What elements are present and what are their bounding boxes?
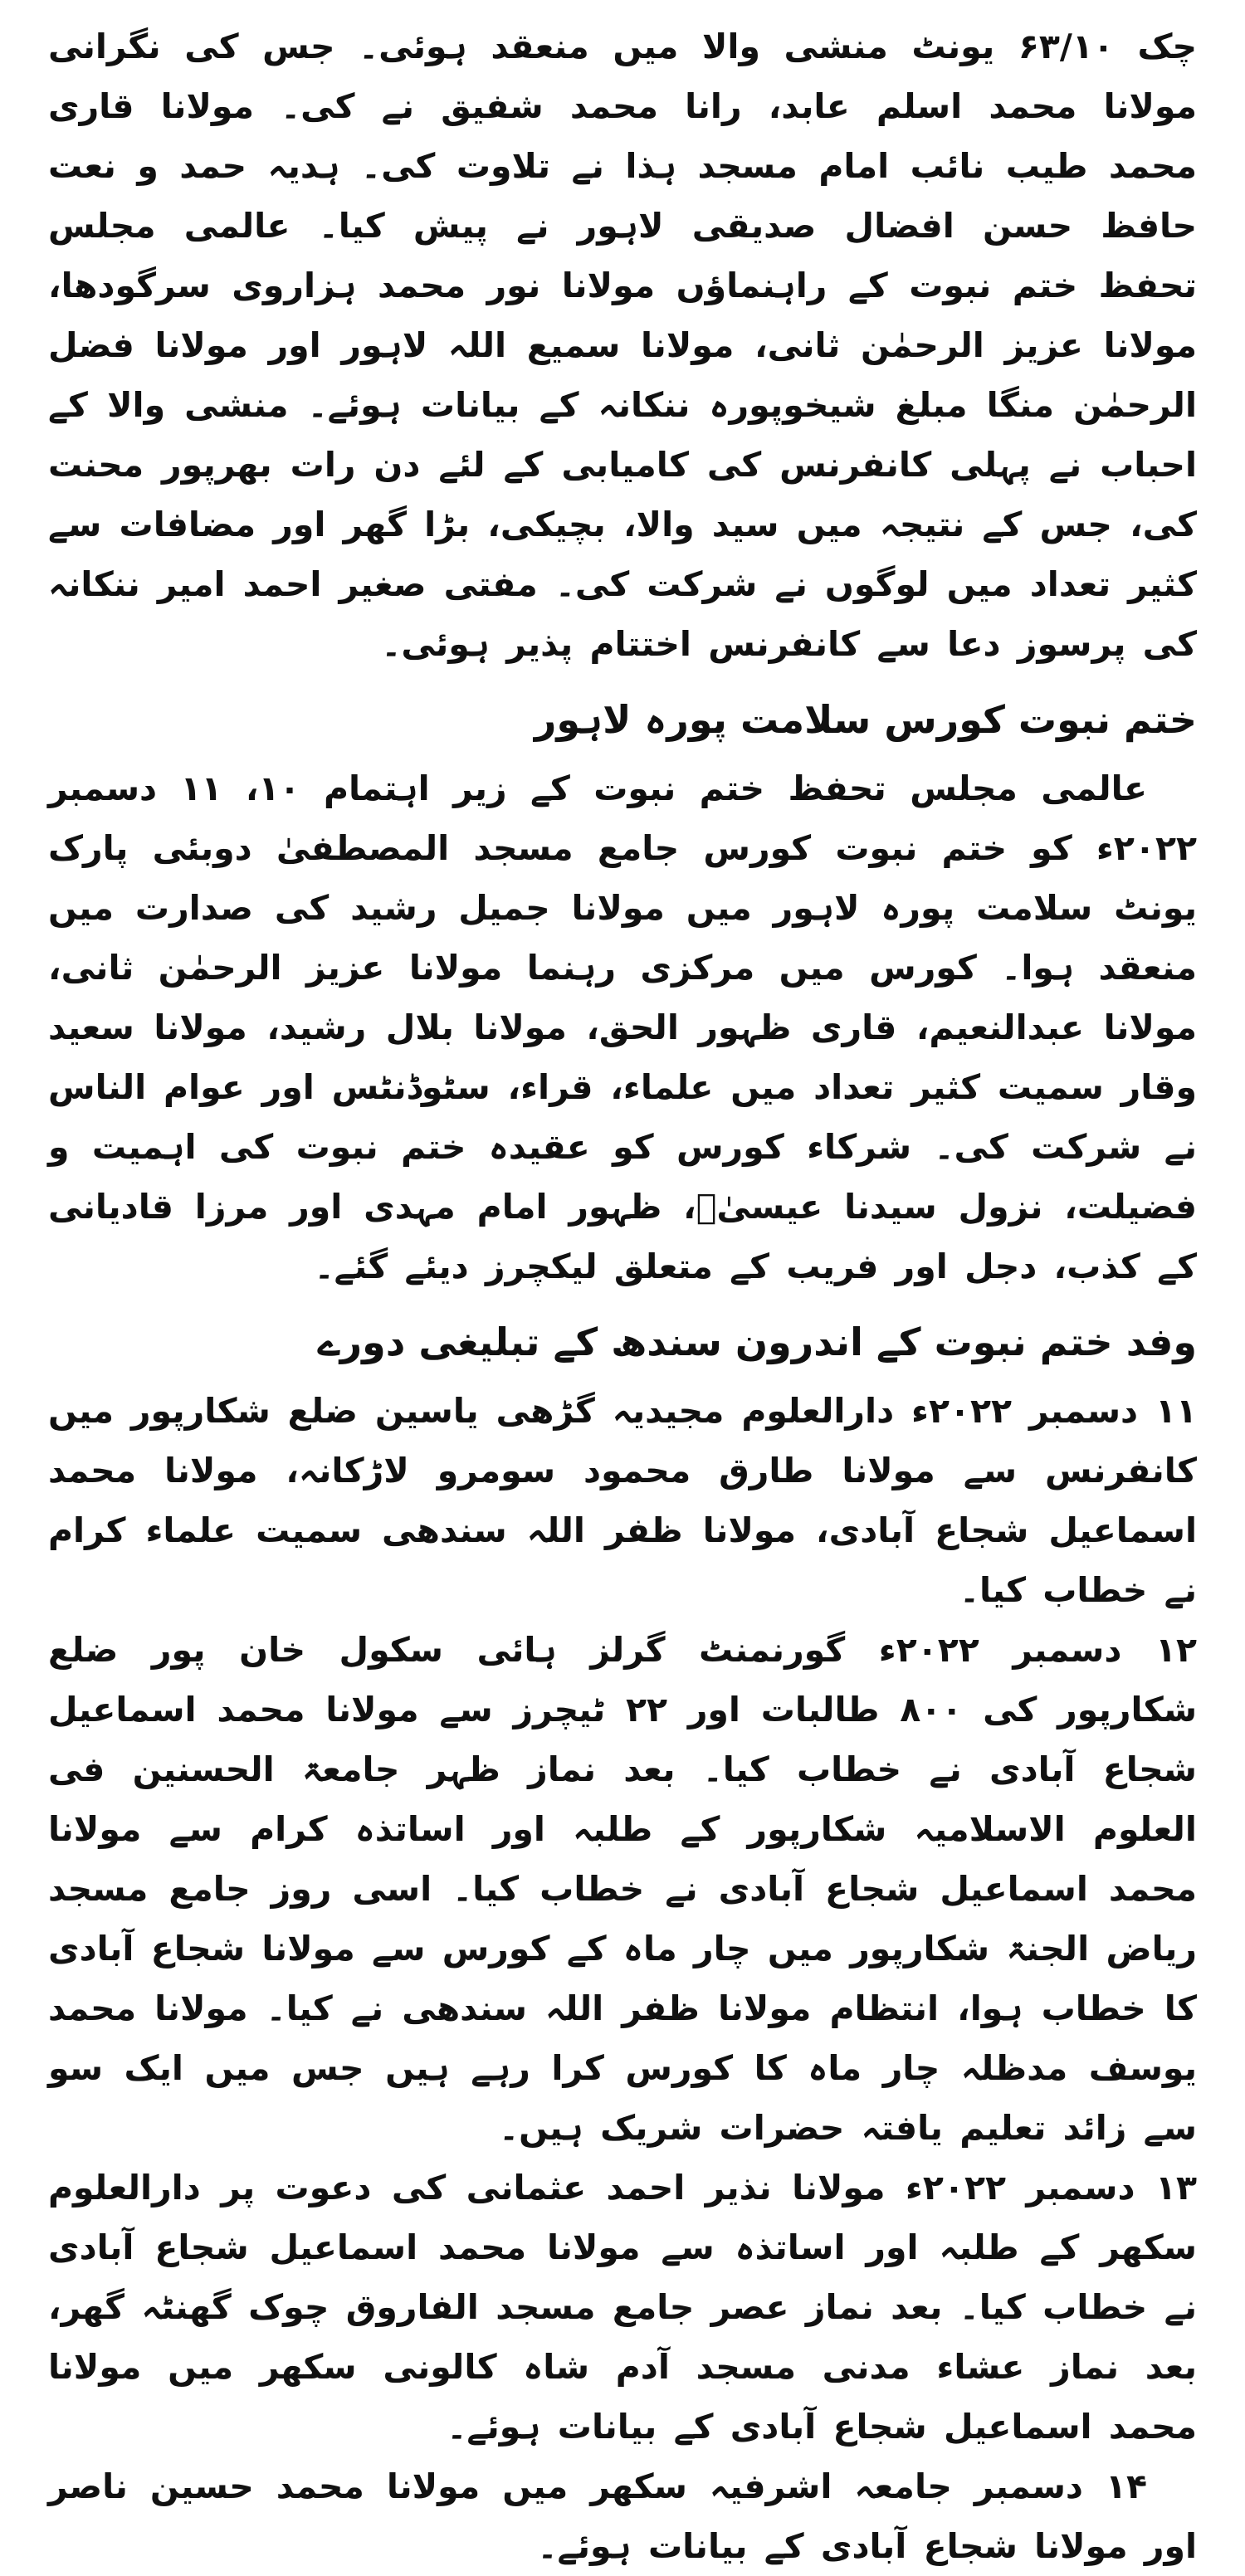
course-paragraph: عالمی مجلس تحفظ ختم نبوت کے زیر اہتمام ۱۰، ۱۱ دسمبر ۲۰۲۲ء کو ختم نبوت کورس جامع مسجد المصطفیٰ دوبئی پارک یونٹ سلامت پورہ لاہور میں مولانا جمیل رشید کی صدارت میں منعقد ہوا۔ کورس میں مرکزی رہنما مولانا عزیز الرحمٰن ثانی، مولانا عبدالنعیم، قاری ظہور الحق، مولانا بلال رشید، مولانا سعید وقار سمیت کثیر تعداد میں علماء، قراء، سٹوڈنٹس اور عوام الناس نے شرکت کی۔ شرکاء کورس کو عقیدہ ختم نبوت کی اہمیت و فضیلت، نزول سیدنا عیسیٰؑ، ظہور امام مہدی اور مرزا قادیانی کے کذب، دجل اور فریب کے متعلق لیکچرز دیئے گئے۔: [48, 768, 1197, 1286]
section-heading-khatm-e-nabuwwat-course: ختم نبوت کورس سلامت پورہ لاہور: [534, 697, 1197, 742]
tour-paragraph-dec-13: ۱۳ دسمبر ۲۰۲۲ء مولانا نذیر احمد عثمانی کی دعوت پر دارالعلوم سکھر کے طلبہ اور اساتذہ سے مولانا محمد اسماعیل شجاع آبادی نے خطاب کیا۔ بعد نماز عصر جامع مسجد الفاروق چوک گھنٹہ گھر، بعد نماز عشاء مدنی مسجد آدم شاہ کالونی سکھر میں مولانا محمد اسماعیل شجاع آبادی کے بیانات ہوئے۔: [48, 2168, 1197, 2447]
section-heading-sindh-tour: وفد ختم نبوت کے اندرون سندھ کے تبلیغی دورے: [317, 1320, 1197, 1364]
tour-paragraph-dec-12: ۱۲ دسمبر ۲۰۲۲ء گورنمنٹ گرلز ہائی سکول خان پور ضلع شکارپور کی ۸۰۰ طالبات اور ۲۲ ٹیچرز سے مولانا محمد اسماعیل شجاع آبادی نے خطاب کیا۔ بعد نماز ظہر جامعۃ الحسنین فی العلوم الاسلامیہ شکارپور کے طلبہ اور اساتذہ کرام سے مولانا محمد اسماعیل شجاع آبادی نے خطاب کیا۔ اسی روز جامع مسجد ریاض الجنۃ شکارپور میں چار ماہ کے کورس سے مولانا شجاع آبادی کا خطاب ہوا، انتظام مولانا ظفر اللہ سندھی نے کیا۔ مولانا محمد یوسف مدظلہ چار ماہ کا کورس کرا رہے ہیں جس میں ایک سو سے زائد تعلیم یافتہ حضرات شریک ہیں۔: [48, 1630, 1198, 2148]
tour-paragraph-dec-11: ۱۱ دسمبر ۲۰۲۲ء دارالعلوم مجیدیہ گڑھی یاسین ضلع شکارپور میں کانفرنس سے مولانا طارق محمود سومرو لاڑکانہ، مولانا محمد اسماعیل شجاع آبادی، مولانا ظفر اللہ سندھی سمیت علماء کرام نے خطاب کیا۔: [48, 1391, 1198, 1610]
intro-paragraph: چک ۶۳/۱۰ یونٹ منشی والا میں منعقد ہوئی۔ جس کی نگرانی مولانا محمد اسلم عابد، رانا محمد شفیق نے کی۔ مولانا قاری محمد طیب نائب امام مسجد ہذا نے تلاوت کی۔ ہدیہ حمد و نعت حافظ حسن افضال صدیقی لاہور نے پیش کیا۔ عالمی مجلس تحفظ ختم نبوت کے راہنماؤں مولانا نور محمد ہزاروی سرگودھا، مولانا عزیز الرحمٰن ثانی، مولانا سمیع اللہ لاہور اور مولانا فضل الرحمٰن منگا مبلغ شیخوپورہ ننکانہ کے بیانات ہوئے۔ منشی والا کے احباب نے پہلی کانفرنس کی کامیابی کے لئے دن رات بھرپور محنت کی، جس کے نتیجہ میں سید والا، بچیکی، بڑا گھر اور مضافات سے کثیر تعداد میں لوگوں نے شرکت کی۔ مفتی صغیر احمد امیر ننکانہ کی پرسوز دعا سے کانفرنس اختتام پذیر ہوئی۔: [48, 27, 1198, 664]
tour-paragraph-dec-14: ۱۴ دسمبر جامعہ اشرفیہ سکھر میں مولانا محمد حسین ناصر اور مولانا شجاع آبادی کے بیانات ہوئے۔: [48, 2466, 1197, 2566]
